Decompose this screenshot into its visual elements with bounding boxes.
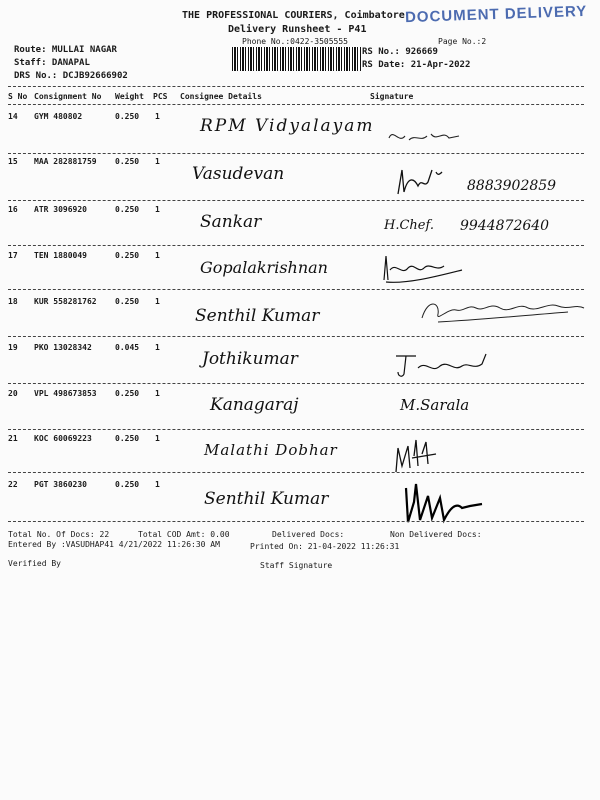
row-consignment: KOC 60069223: [34, 434, 92, 443]
row-weight: 0.250: [115, 205, 140, 214]
consignee-name: Senthil Kumar: [204, 489, 329, 509]
signature-icon: [400, 478, 490, 526]
signature-icon: [378, 250, 468, 286]
row-consignment: TEN 1880049: [34, 251, 87, 260]
signature-icon: [392, 350, 492, 380]
signature-icon: [392, 166, 452, 198]
divider: [8, 86, 584, 87]
col-sno: S No: [8, 92, 28, 101]
row-pcs: 1: [155, 157, 160, 166]
consignee-name: Senthil Kumar: [195, 306, 320, 326]
verified-by: Verified By: [8, 559, 61, 568]
col-pcs: PCS: [153, 92, 168, 101]
consignee-name: Kanagaraj: [210, 395, 299, 415]
row-consignment: VPL 498673853: [34, 389, 97, 398]
divider: [8, 521, 584, 522]
row-weight: 0.045: [115, 343, 140, 352]
page-number: Page No.:2: [438, 37, 487, 46]
printed-on: Printed On: 21-04-2022 11:26:31: [250, 542, 400, 551]
row-pcs: 1: [155, 297, 160, 306]
drs-number: DRS No.: DCJB92666902: [14, 71, 128, 81]
row-pcs: 1: [155, 205, 160, 214]
row-sno: 20: [8, 389, 18, 398]
row-pcs: 1: [155, 480, 160, 489]
row-sno: 21: [8, 434, 18, 443]
col-signature: Signature: [370, 92, 414, 101]
row-weight: 0.250: [115, 297, 140, 306]
row-consignment: ATR 3096920: [34, 205, 87, 214]
divider: [8, 336, 584, 337]
signature-text: M.Sarala: [400, 396, 470, 414]
entered-by: Entered By :VASUDHAP41 4/21/2022 11:26:30 AM: [8, 540, 220, 549]
document-delivery-stamp: DOCUMENT DELIVERY: [404, 2, 588, 27]
consignee-name: Sankar: [200, 212, 262, 232]
row-weight: 0.250: [115, 434, 140, 443]
row-sno: 19: [8, 343, 18, 352]
delivered-docs: Delivered Docs:: [272, 530, 345, 539]
row-consignment: KUR 558281762: [34, 297, 97, 306]
row-pcs: 1: [155, 434, 160, 443]
divider: [8, 472, 584, 473]
row-consignment: GYM 480802: [34, 112, 83, 121]
consignee-name: Jothikumar: [202, 349, 298, 369]
rs-date: RS Date: 21-Apr-2022: [362, 60, 471, 70]
divider: [8, 289, 584, 290]
phone: 8883902859: [467, 178, 557, 194]
barcode: [232, 47, 362, 71]
row-weight: 0.250: [115, 157, 140, 166]
phone-number: Phone No.:0422-3505555: [242, 37, 348, 46]
divider: [8, 104, 584, 105]
route: Route: MULLAI NAGAR: [14, 45, 117, 55]
row-consignment: PGT 3860230: [34, 480, 87, 489]
consignee-name: Gopalakrishnan: [200, 258, 328, 277]
consignee-name: Vasudevan: [192, 164, 285, 184]
divider: [8, 429, 584, 430]
runsheet-title: Delivery Runsheet - P41: [228, 24, 367, 35]
row-pcs: 1: [155, 389, 160, 398]
row-sno: 18: [8, 297, 18, 306]
divider: [8, 200, 584, 201]
row-pcs: 1: [155, 343, 160, 352]
row-consignment: MAA 282881759: [34, 157, 97, 166]
total-docs: Total No. Of Docs: 22: [8, 530, 110, 539]
col-weight: Weight: [115, 92, 144, 101]
divider: [8, 245, 584, 246]
row-weight: 0.250: [115, 389, 140, 398]
rs-number: RS No.: 926669: [362, 47, 438, 57]
row-weight: 0.250: [115, 112, 140, 121]
row-pcs: 1: [155, 112, 160, 121]
row-sno: 14: [8, 112, 18, 121]
row-sno: 17: [8, 251, 18, 260]
col-consignment: Consignment No: [34, 92, 102, 101]
divider: [8, 383, 584, 384]
total-cod: Total COD Amt: 0.00: [138, 530, 230, 539]
row-pcs: 1: [155, 251, 160, 260]
phone: 9944872640: [460, 218, 550, 234]
row-weight: 0.250: [115, 480, 140, 489]
non-delivered-docs: Non Delivered Docs:: [390, 530, 482, 539]
row-sno: 22: [8, 480, 18, 489]
row-weight: 0.250: [115, 251, 140, 260]
signature-icon: [392, 436, 442, 474]
row-sno: 16: [8, 205, 18, 214]
signature-icon: [385, 126, 465, 148]
company-title: THE PROFESSIONAL COURIERS, Coimbatore: [182, 10, 405, 21]
row-sno: 15: [8, 157, 18, 166]
signature-icon: [418, 294, 588, 326]
signature-text: H.Chef.: [384, 218, 434, 233]
consignee-name: RPM Vidyalayam: [200, 116, 375, 136]
staff-signature: Staff Signature: [260, 561, 333, 570]
divider: [8, 153, 584, 154]
staff: Staff: DANAPAL: [14, 58, 90, 68]
col-consignee: Consignee Details: [180, 92, 262, 101]
consignee-name: Malathi Dobhar: [204, 441, 338, 459]
row-consignment: PKO 13028342: [34, 343, 92, 352]
